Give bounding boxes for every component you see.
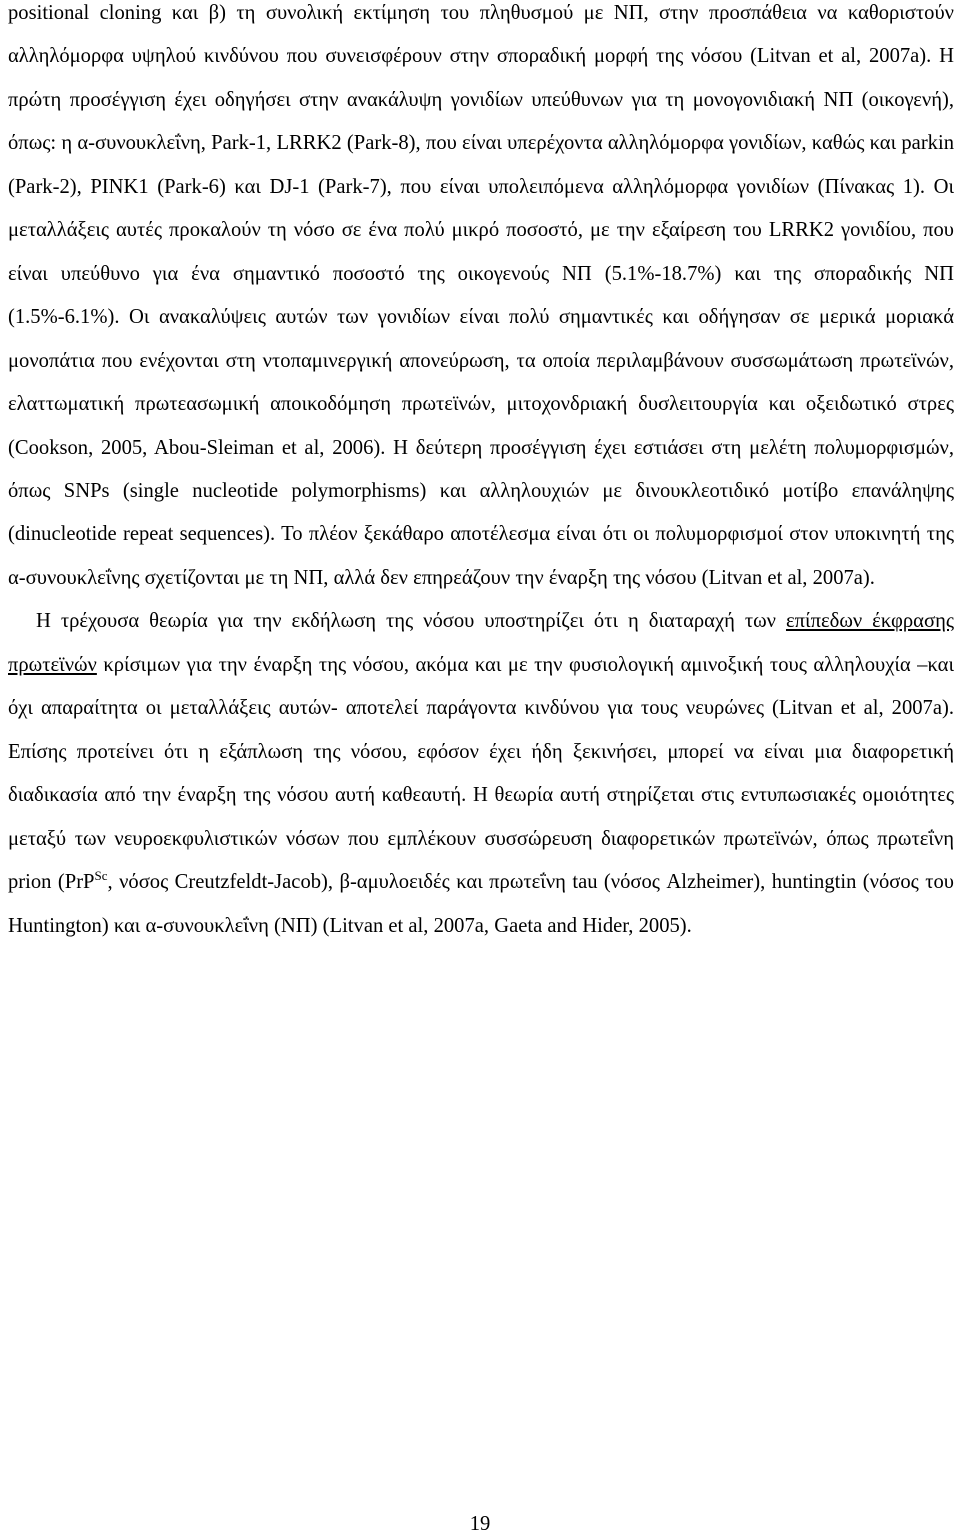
superscript-sc: Sc: [94, 868, 108, 884]
paragraph-1: [8, 0, 954, 600]
document-body: [8, 0, 954, 948]
paragraph-2: [8, 600, 954, 948]
paragraph-2-text-middle: κρίσιμων για την έναρξη της νόσου, ακόμα και με την φυσιολογική αμινοξική τους αλληλουχία –και όχι απαραίτητα οι μεταλλάξεις αυτών- αποτελεί παράγοντα κινδύνου για τους νευρώνες (Litvan et al, 2007a). Επίσης προτείνει ότι η εξάπλωση της νόσου, εφόσον έχει ήδη ξεκινήσει, μπορεί να είναι μια διαφορετική διαδικασία από την έναρξη της νόσου αυτή καθεαυτή. Η θεωρία αυτή στηρίζεται στις εντυπωσιακές ομοιότητες μεταξύ των νευροεκφυλιστικών νόσων που εμπλέκουν συσσώρευση διαφορετικών πρωτεϊνών, όπως πρωτεΐνη prion (PrP: [8, 653, 954, 894]
page-number: 19: [469, 1513, 491, 1535]
paragraph-2-text-start: Η τρέχουσα θεωρία για την εκδήλωση της νόσου υποστηρίζει ότι η διαταραχή των: [36, 610, 786, 633]
underlined-phrase: επίπεδων έκφρασης πρωτεϊνών: [8, 610, 954, 676]
paragraph-1-text: positional cloning και β) τη συνολική εκτίμηση του πληθυσμού με ΝΠ, στην προσπάθεια να καθοριστούν αλληλόμορφα υψηλού κινδύνου που συνεισφέρουν στην σποραδική μορφή της νόσου (Litvan et al, 2007a). Η πρώτη προσέγγιση έχει οδηγήσει στην ανακάλυψη γονιδίων υπεύθυνων για τη μονογονιδιακή ΝΠ (οικογενή), όπως: η α-συνουκλεΐνη, Park-1, LRRK2 (Park-8), που είναι υπερέχοντα αλληλόμορφα γονιδίων, καθώς και parkin (Park-2), PINK1 (Park-6) και DJ-1 (Park-7), που είναι υπολειπόμενα αλληλόμορφα γονιδίων (Πίνακας 1). Οι μεταλλάξεις αυτές προκαλούν τη νόσο σε ένα πολύ μικρό ποσοστό, με την εξαίρεση του LRRK2 γονιδίου, που είναι υπεύθυνο για ένα σημαντικό ποσοστό της οικογενούς ΝΠ (5.1%-18.7%) και της σποραδικής ΝΠ (1.5%-6.1%). Οι ανακαλύψεις αυτών των γονιδίων είναι πολύ σημαντικές και οδήγησαν σε μερικά μοριακά μονοπάτια που ενέχονται στη ντοπαμινεργική απονεύρωση, τα οποία περιλαμβάνουν συσσωμάτωση πρωτεϊνών, ελαττωματική πρωτεασωμική αποικοδόμηση πρωτεϊνών, μιτοχονδριακή δυσλειτουργία και οξειδωτικό στρες (Cookson, 2005, Abou-Sleiman et al, 2006). Η δεύτερη προσέγγιση έχει εστιάσει στη μελέτη πολυμορφισμών, όπως SNPs (single nucleotide polymorphisms) και αλληλουχιών με δινουκλεοτιδικό μοτίβο επανάληψης (dinucleotide repeat sequences). Το πλέον ξεκάθαρο αποτέλεσμα είναι ότι οι πολυμορφισμοί στον υποκινητή της α-συνουκλεΐνης σχετίζονται με τη ΝΠ, αλλά δεν επηρεάζουν την έναρξη της νόσου (Litvan et al, 2007a).: [8, 2, 954, 589]
paragraph-2-text-end: , νόσος Creutzfeldt-Jacob), β-αμυλοειδές και πρωτεΐνη tau (νόσος Alzheimer), huntingtin (νόσος του Huntington) και α-συνουκλεΐνη (ΝΠ) (Litvan et al, 2007a, Gaeta and Hider, 2005).: [8, 871, 954, 937]
